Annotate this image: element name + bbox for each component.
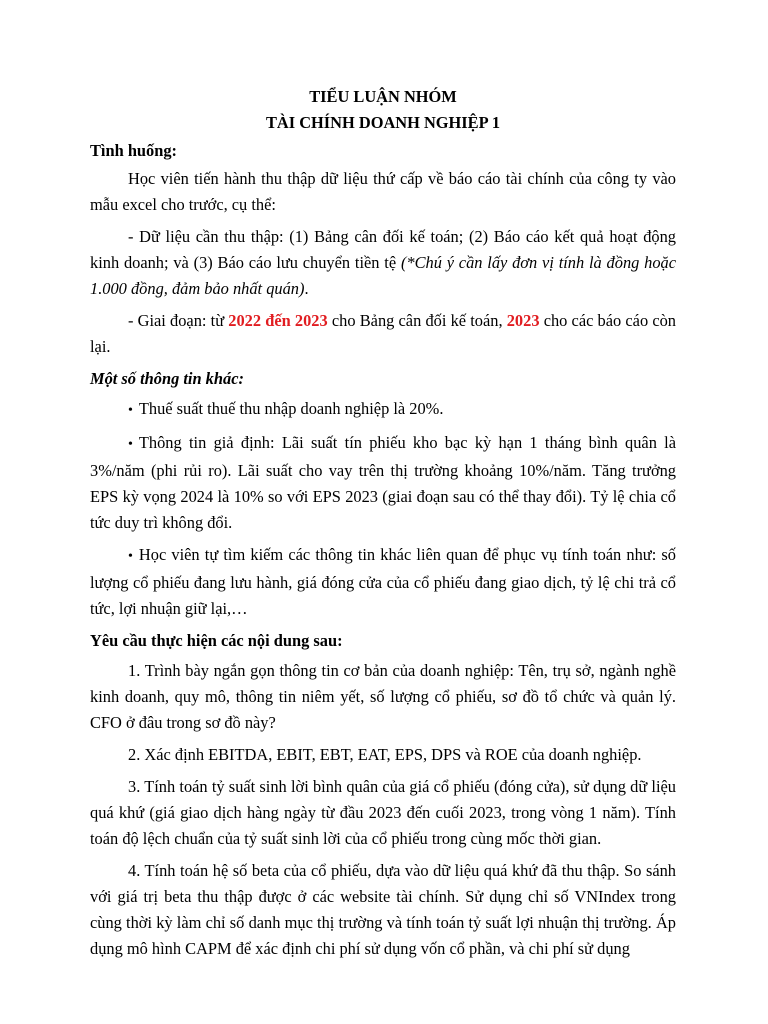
unit-note: (*Chú ý cần lấy đơn vị tính là đồng hoặc 1.000 đồng, đảm bảo nhất quán) [90,253,677,298]
period-middle: cho Bảng cân đối kế toán, [327,311,507,330]
requirement-item: 4. Tính toán hệ số beta của cổ phiếu, dựa vào dữ liệu quá khứ đã thu thập. So sánh với giá trị beta thu thập được ở các website tài chính. Sử dụng chỉ số VNIndex trong cùng thời kỳ làm chỉ số danh mục thị trường và tính toán tỷ suất lợi nhuận thị trường. Áp dụng mô hình CAPM để xác định chi phí sử dụng vốn cổ phần, và chi phí sử dụng [90,861,676,958]
bullet-item: • Học viên tự tìm kiếm các thông tin khác liên quan để phục vụ tính toán như: số lượng cổ phiếu đang lưu hành, giá đóng cửa của cổ phiếu đang giao dịch, tỷ lệ chi trả cổ tức, lợi nhuận giữ lại,… [90,542,676,622]
data-collect-text: - Dữ liệu cần thu thập: (1) Bảng cân đối kế toán; (2) Báo cáo kết quả hoạt động kinh doanh; và (3) Báo cáo lưu chuyển tiền tệ [90,227,676,272]
document-title-line-2: TÀI CHÍNH DOANH NGHIỆP 1 [265,113,501,132]
paragraph-period [90,308,676,360]
section-heading-requirements: Yêu cầu thực hiện các nội dung sau: [90,631,343,650]
bullet-item: • Thuế suất thuế thu nhập doanh nghiệp là 20%. [90,396,676,424]
period-year-highlight: 2023 [506,311,540,330]
bullet-item: • Thông tin giả định: Lãi suất tín phiếu kho bạc kỳ hạn 1 tháng bình quân là 3%/năm (phi rủi ro). Lãi suất cho vay trên thị trường khoảng 10%/năm. Tăng trưởng EPS kỳ vọng 2024 là 10% so với EPS 2023 (giai đoạn sau có thể thay đổi). Tỷ lệ chia cổ tức duy trì không đổi. [90,430,676,536]
period-range-highlight: 2022 đến 2023 [228,311,328,330]
section-heading-situation: Tình huống: [90,141,178,160]
period-prefix: - Giai đoạn: từ [128,311,229,330]
period-suffix: cho các báo cáo còn lại. [90,311,676,356]
section-heading-other-info: Một số thông tin khác: [90,369,244,388]
requirement-item: 1. Trình bày ngắn gọn thông tin cơ bản của doanh nghiệp: Tên, trụ sở, ngành nghề kinh doanh, quy mô, thông tin niêm yết, số lượng cổ phiếu, sơ đồ tổ chức và quản lý. CFO ở đâu trong sơ đồ này? [90,661,676,732]
data-collect-end: . [304,279,309,298]
requirement-item: 2. Xác định EBITDA, EBIT, EBT, EAT, EPS, DPS và ROE của doanh nghiệp. [128,745,642,764]
document-title-line-1: TIỂU LUẬN NHÓM [309,87,457,106]
requirement-item: 3. Tính toán tỷ suất sinh lời bình quân của giá cổ phiếu (đóng cửa), sử dụng dữ liệu quá khứ (giá giao dịch hàng ngày từ đầu 2023 đến cuối 2023, trong vòng 1 năm). Tính toán độ lệch chuẩn của tỷ suất sinh lời của cổ phiếu trong cùng mốc thời gian. [90,777,676,848]
paragraph-data-to-collect [90,224,676,302]
document-body [90,84,676,968]
paragraph-intro: Học viên tiến hành thu thập dữ liệu thứ cấp về báo cáo tài chính của công ty vào mẫu excel cho trước, cụ thể: [90,169,676,214]
